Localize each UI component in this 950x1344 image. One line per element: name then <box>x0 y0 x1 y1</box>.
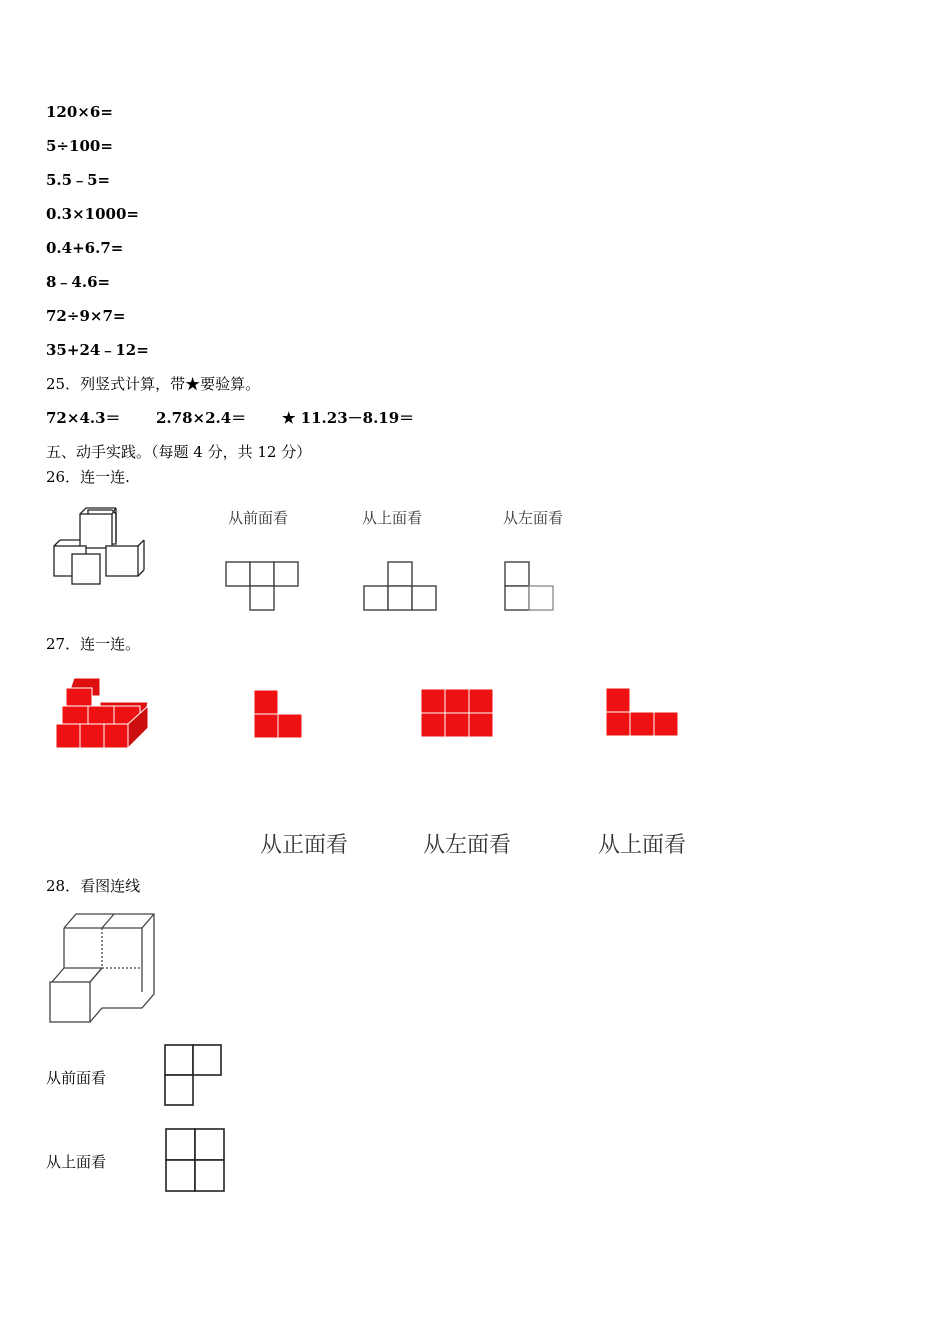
q25-heading: 25．列竖式计算，带★要验算。 <box>46 375 261 393</box>
oral-calc-3: 5.5﹣5= <box>46 171 111 189</box>
q26-view-t-shape <box>224 558 304 614</box>
q26-view-left-label: 从左面看 <box>503 509 564 527</box>
oral-calc-8: 35+24﹣12= <box>46 341 149 359</box>
section5-heading: 五、动手实践。（每题 4 分，共 12 分） <box>46 443 312 461</box>
q27-view-front-label: 从正面看 <box>260 833 349 858</box>
q28-view-top-label: 从上面看 <box>46 1153 107 1171</box>
q27-view-rectangle-2x3 <box>419 687 495 741</box>
oral-calc-1: 120×6= <box>46 103 113 121</box>
q28-view-front-label: 从前面看 <box>46 1069 107 1087</box>
q28-view-top-shape <box>163 1126 227 1194</box>
q26-cube-stack-figure <box>50 506 150 596</box>
q27-heading: 27．连一连。 <box>46 635 141 653</box>
q26-view-top-label: 从上面看 <box>362 509 423 527</box>
oral-calc-6: 8﹣4.6= <box>46 273 111 291</box>
q25-item-3: ★ 11.23－8.19＝ <box>282 409 415 427</box>
q27-red-cube-figure <box>52 676 152 752</box>
q27-view-top-label: 从上面看 <box>598 833 687 858</box>
oral-calc-7: 72÷9×7= <box>46 307 126 325</box>
q27-view-l-small <box>252 688 306 742</box>
q28-view-front-shape <box>162 1042 224 1108</box>
q26-heading: 26．连一连. <box>46 468 130 486</box>
q28-cube-figure <box>46 910 156 1026</box>
q27-view-l-wide <box>604 686 680 740</box>
oral-calc-2: 5÷100= <box>46 137 113 155</box>
q25-item-2: 2.78×2.4＝ <box>156 409 247 427</box>
oral-calc-4: 0.3×1000= <box>46 205 139 223</box>
q26-view-l-shape <box>502 558 558 614</box>
q26-view-inverted-t-shape <box>362 558 442 614</box>
q26-view-front-label: 从前面看 <box>228 509 289 527</box>
q25-item-1: 72×4.3＝ <box>46 409 121 427</box>
oral-calc-5: 0.4+6.7= <box>46 239 124 257</box>
q28-heading: 28．看图连线 <box>46 877 141 895</box>
q27-view-left-label: 从左面看 <box>423 833 512 858</box>
